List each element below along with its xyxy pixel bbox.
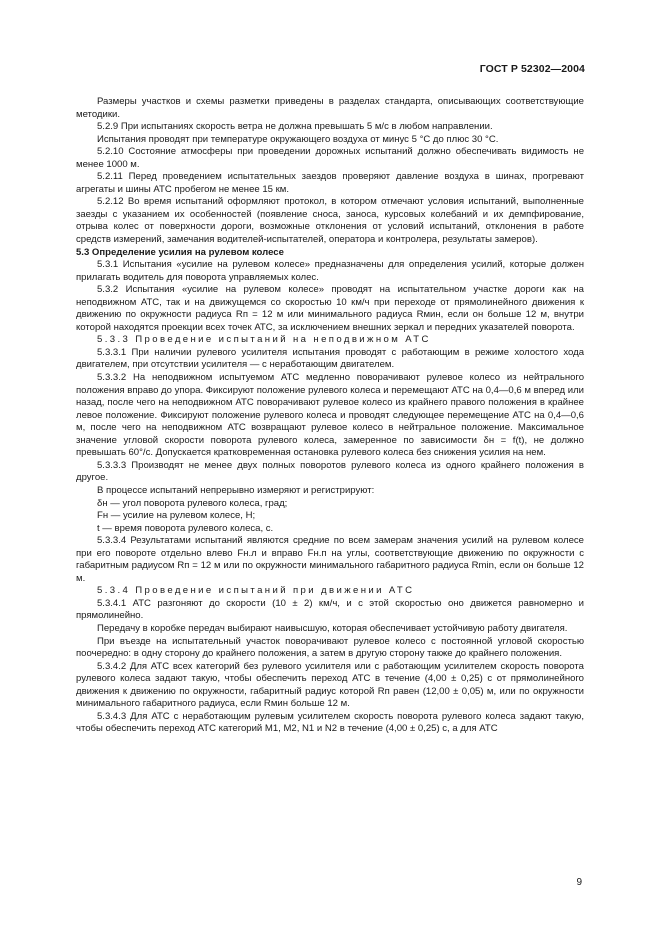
page-body bbox=[76, 96, 584, 736]
paragraph: При въезде на испытательный участок поворачивают рулевое колесо с постоянной угловой скоростью поочередно: в одну сторону до крайнего положения, а затем в другую сторону также до крайнего положения. bbox=[76, 635, 584, 660]
paragraph: 5.3.3.1 При наличии рулевого усилителя испытания проводят с работающим в режиме холостого хода двигателем, при отсутствии усилителя — с неработающим двигателем. bbox=[76, 346, 584, 371]
paragraph: Испытания проводят при температуре окружающего воздуха от минус 5 °С до плюс 30 °С. bbox=[97, 133, 499, 145]
list-item: δн — угол поворота рулевого колеса, град; bbox=[97, 497, 288, 509]
paragraph: 5.3.3.2 На неподвижном испытуемом АТС медленно поворачивают рулевое колесо из нейтрального положения вправо до упора. Фиксируют положение рулевого колеса и перемещают АТС на 0,4—0,6 м вперед или назад, после чего на неподвижном АТС поворачивают рулевое колесо из крайнего правого положения в крайнее левое положение. Фиксируют положение рулевого колеса и проводят следующее перемещение АТС на 0,4—0,6 м, после чего на неподвижном АТС возвращают рулевое колесо в нейтральное положение. Максимальное значение угловой скорости поворота рулевого колеса, замеренное по зависимости δн = f(t), не должно превышать 60°/с. Допускается кратковременная остановка рулевого колеса без снижения усилия на нем. bbox=[76, 372, 584, 459]
subsection-heading: 5.3.4 Проведение испытаний при движении АТС bbox=[97, 585, 415, 597]
paragraph: 5.2.11 Перед проведением испытательных заездов проверяют давление воздуха в шинах, прогревают агрегаты и шины АТС пробегом не менее 15 км. bbox=[76, 171, 584, 195]
section-heading: 5.3 Определение усилия на рулевом колесе bbox=[76, 246, 284, 258]
list-item: t — время поворота рулевого колеса, с. bbox=[97, 522, 274, 534]
subsection-heading: 5.3.3 Проведение испытаний на неподвижном АТС bbox=[97, 334, 431, 346]
standard-header: ГОСТ Р 52302—2004 bbox=[479, 63, 585, 75]
paragraph: 5.3.4.2 Для АТС всех категорий без рулевого усилителя или с работающим усилителем скорость поворота рулевого колеса задают такую, чтобы обеспечить переход АТС в течение (4,00 ± 0,25) с от прямолинейного движения к движению по окружности, габаритный радиус которой Rп равен (12,00 ± 0,05) м, или по окружности минимального габаритного радиуса, если Rмин больше 12 м. bbox=[76, 660, 584, 710]
page-number: 9 bbox=[576, 877, 582, 888]
paragraph: 5.2.12 Во время испытаний оформляют протокол, в котором отмечают условия испытаний, выполненные заезды с указанием их особенностей (появление сноса, заноса, курсовых колебаний и их демпфирование, отрыва колес от поверхности дороги, возможные отклонения от условий испытаний, отклонения в работе средств измерений, замечания водителей-испытателей, оператора и контролера, результаты замеров). bbox=[76, 196, 584, 246]
paragraph: 5.3.4.3 Для АТС с неработающим рулевым усилителем скорость поворота рулевого колеса задают такую, чтобы обеспечить переход АТС категорий M1, M2, N1 и N2 в течение (4,00 ± 0,25) с, а для АТС bbox=[76, 710, 584, 735]
paragraph: Передачу в коробке передач выбирают наивысшую, которая обеспечивает устойчивую работу двигателя. bbox=[97, 622, 568, 634]
paragraph: 5.2.10 Состояние атмосферы при проведении дорожных испытаний должно обеспечивать видимость не менее 1000 м. bbox=[76, 146, 584, 170]
paragraph: 5.2.9 При испытаниях скорость ветра не должна превышать 5 м/с в любом направлении. bbox=[97, 121, 493, 133]
paragraph: 5.3.3.3 Производят не менее двух полных поворотов рулевого колеса из одного крайнего положения в другое. bbox=[76, 459, 584, 484]
paragraph: 5.3.4.1 АТС разгоняют до скорости (10 ± 2) км/ч, и с этой скоростью оно движется равномерно и прямолинейно. bbox=[76, 597, 584, 622]
paragraph: В процессе испытаний непрерывно измеряют и регистрируют: bbox=[97, 484, 375, 496]
paragraph: 5.3.2 Испытания «усилие на рулевом колесе» проводят на испытательном участке дороги как на неподвижном АТС, так и на движущемся со скоростью 10 км/ч при переходе от прямолинейного движения к движению по окружности радиуса Rп = 12 м или минимального радиуса Rмин, если он больше 12 м, внутри которой находятся проекции всех точек АТС, за исключением внешних зеркал и передних указателей поворота. bbox=[76, 284, 584, 333]
list-item: Fн — усилие на рулевом колесе, Н; bbox=[97, 510, 256, 522]
paragraph: Размеры участков и схемы разметки приведены в разделах стандарта, описывающих соответствующие методики. bbox=[76, 96, 584, 120]
paragraph: 5.3.3.4 Результатами испытаний являются средние по всем замерам значения усилий на рулевом колесе при его повороте отдельно влево Fн.л и вправо Fн.п на углы, соответствующие движению по окружности с габаритным радиусом Rп = 12 м или по окружности минимального габаритного радиуса Rmin, если он больше 12 м. bbox=[76, 535, 584, 584]
paragraph: 5.3.1 Испытания «усилие на рулевом колесе» предназначены для определения усилий, которые должен прилагать водитель для поворота управляемых колес. bbox=[76, 259, 584, 283]
